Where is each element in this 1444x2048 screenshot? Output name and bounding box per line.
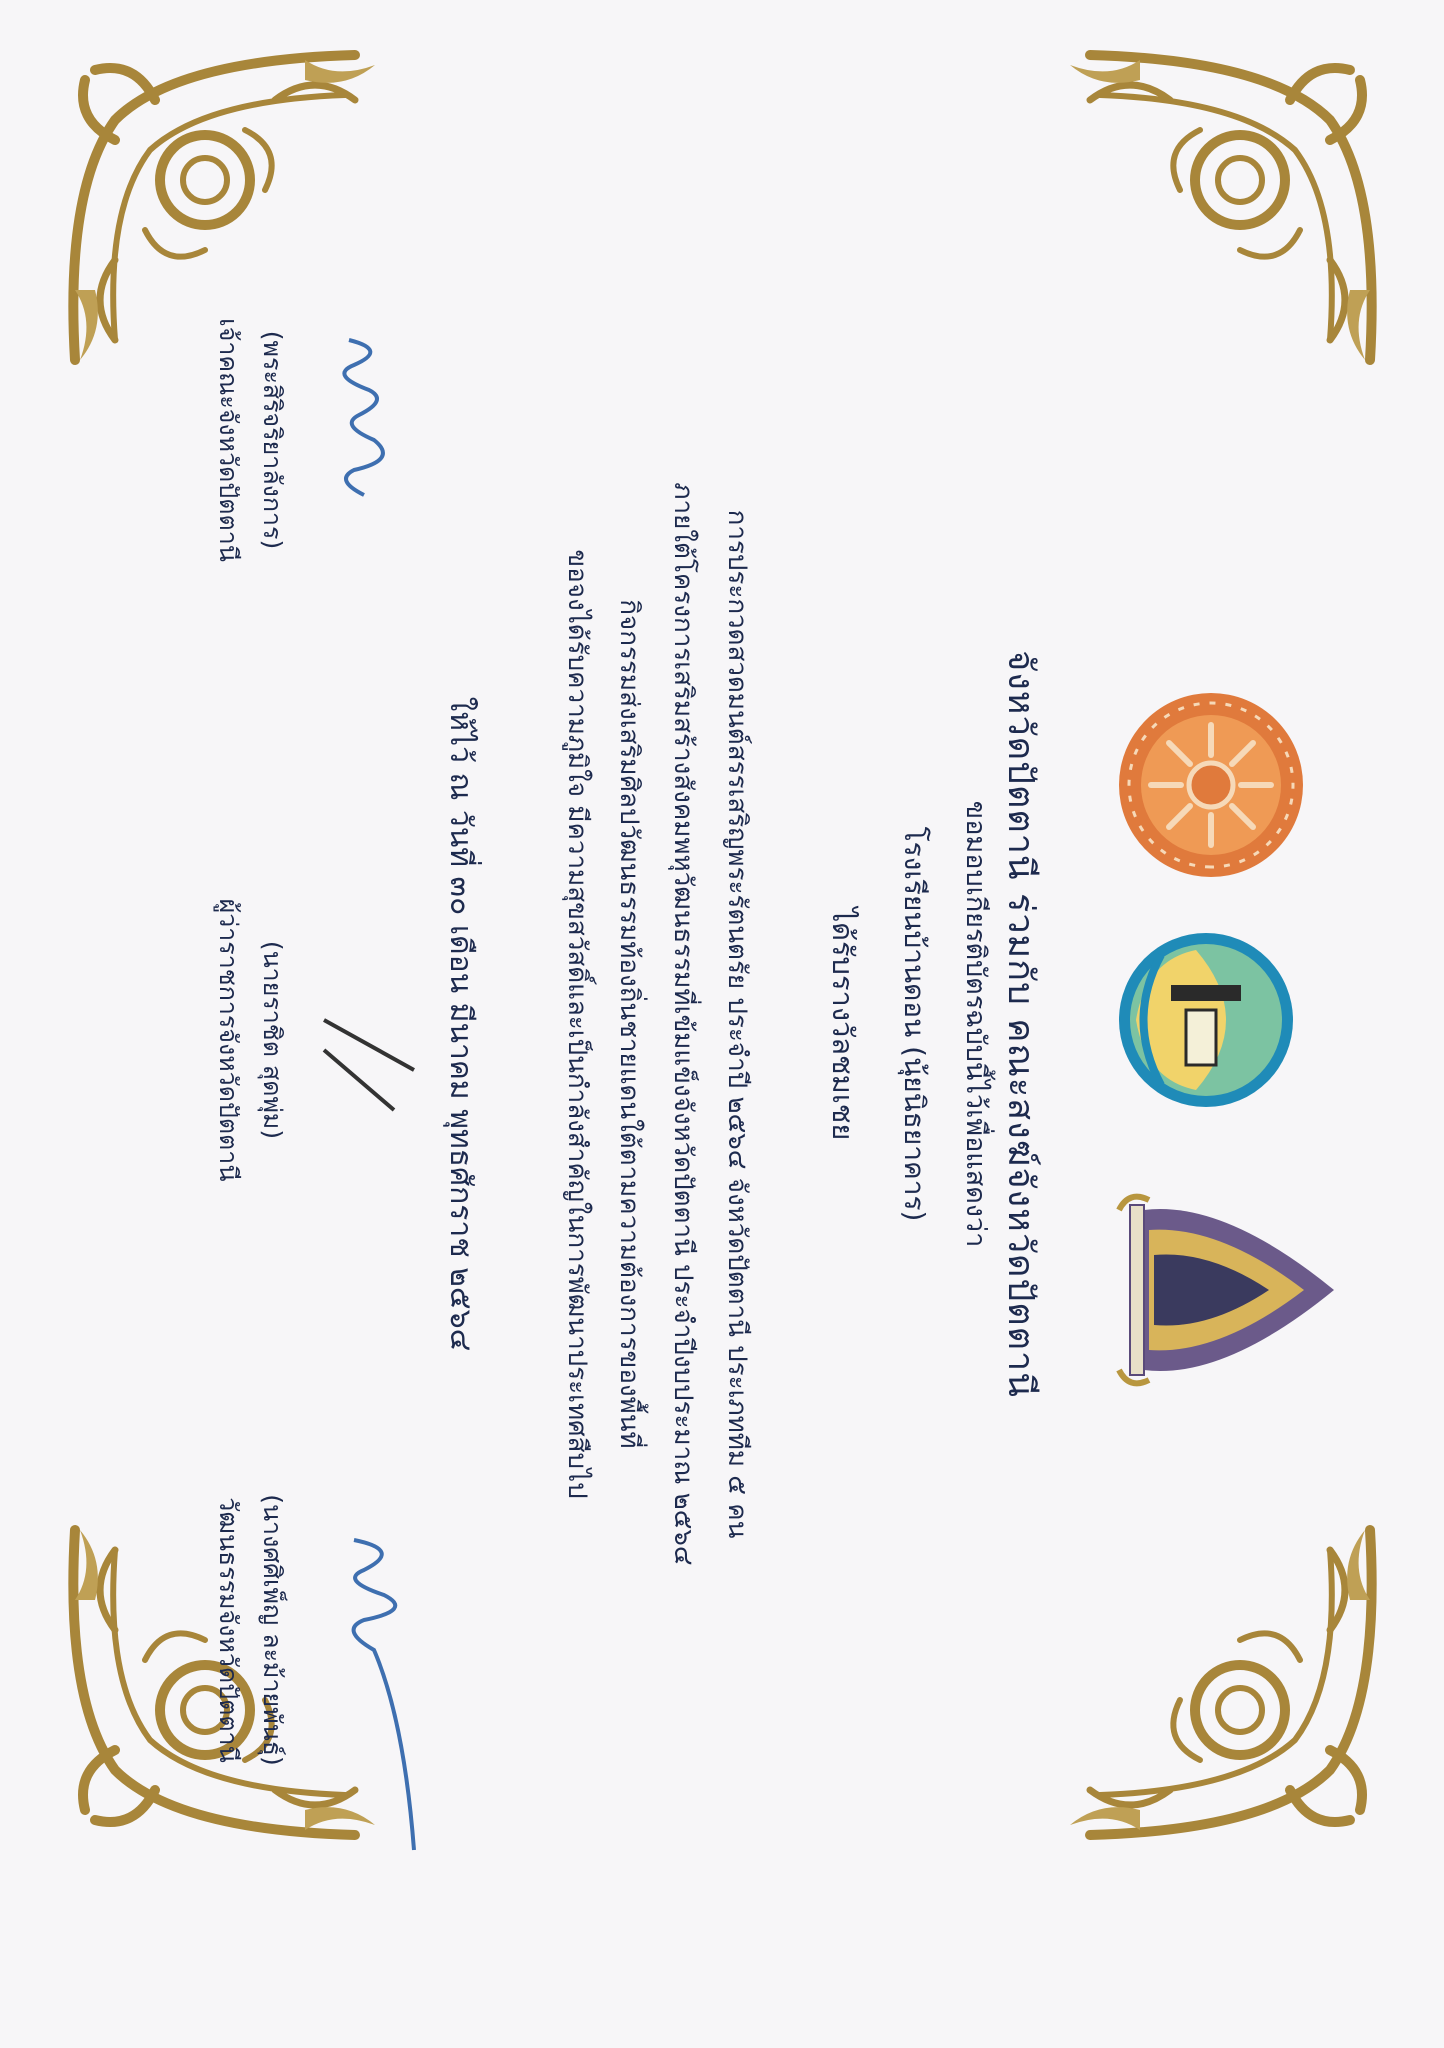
ministry-of-culture-crest-icon [1104, 1190, 1344, 1390]
body-line: การประกวดสวดมนต์สรรเสริญพระรัตนตรัย ประจำปี ๒๕๖๔ จังหวัดปัตตานี ประเภททีม ๕ คน [722, 509, 752, 1539]
award-name: ได้รับรางวัลชมเชย [826, 907, 860, 1141]
body-line: ภายใต้โครงการเสริมสร้างสังคมพหุวัฒนธรรมที่เข้มแข็งจังหวัดปัตตานี ประจำปีงบประมาณ ๒๕๖๔ [668, 482, 698, 1566]
dharma-wheel-emblem-icon [1116, 690, 1306, 880]
signatory-title: เจ้าคณะจังหวัดปัตตานี [214, 318, 243, 562]
signatory-name: (นางศศิเพ็ญ ละม้ายพันธุ์) [258, 1494, 287, 1766]
recipient-name: โรงเรียนบ้านดอน (นุ้ยนิธยาคาร) [898, 826, 931, 1222]
signatory-name: (นายราชิต สุดพุ่ม) [258, 940, 287, 1140]
signatory-title: ผู้ว่าราชการจังหวัดปัตตานี [214, 898, 243, 1182]
certificate-subtitle: ขอมอบเกียรติบัตรฉบับนี้ไว้เพื่อแสดงว่า [960, 800, 991, 1248]
given-date: ให้ไว้ ณ วันที่ ๓๐ เดือน มีนาคม พุทธศักราช ๒๕๖๔ [443, 696, 478, 1352]
signatory-3 [206, 1420, 294, 1840]
body-line: ขอจงได้รับความภูมิใจ มีความสุขสวัสดิ์และเป็นกำลังสำคัญในการพัฒนาประเทศสืบไป [562, 549, 592, 1499]
signature-mark [314, 1520, 434, 1860]
signature-mark [309, 320, 409, 520]
signatory-title: วัฒนธรรมจังหวัดปัตตานี [214, 1497, 243, 1763]
pattani-provincial-seal-icon [1116, 930, 1296, 1110]
signatory-name: (พระสิริจริยาลังการ) [258, 330, 287, 550]
signatory-1 [206, 230, 294, 650]
signature-mark [314, 990, 434, 1150]
certificate-title: จังหวัดปัตตานี ร่วมกับ คณะสงฆ์จังหวัดปัตตานี [1000, 650, 1041, 1398]
body-line: กิจกรรมส่งเสริมศิลปวัฒนธรรมท้องถิ่นชายแดนใต้ตามความต้องการของพื้นที่ [614, 599, 644, 1449]
signatory-2 [206, 830, 294, 1250]
